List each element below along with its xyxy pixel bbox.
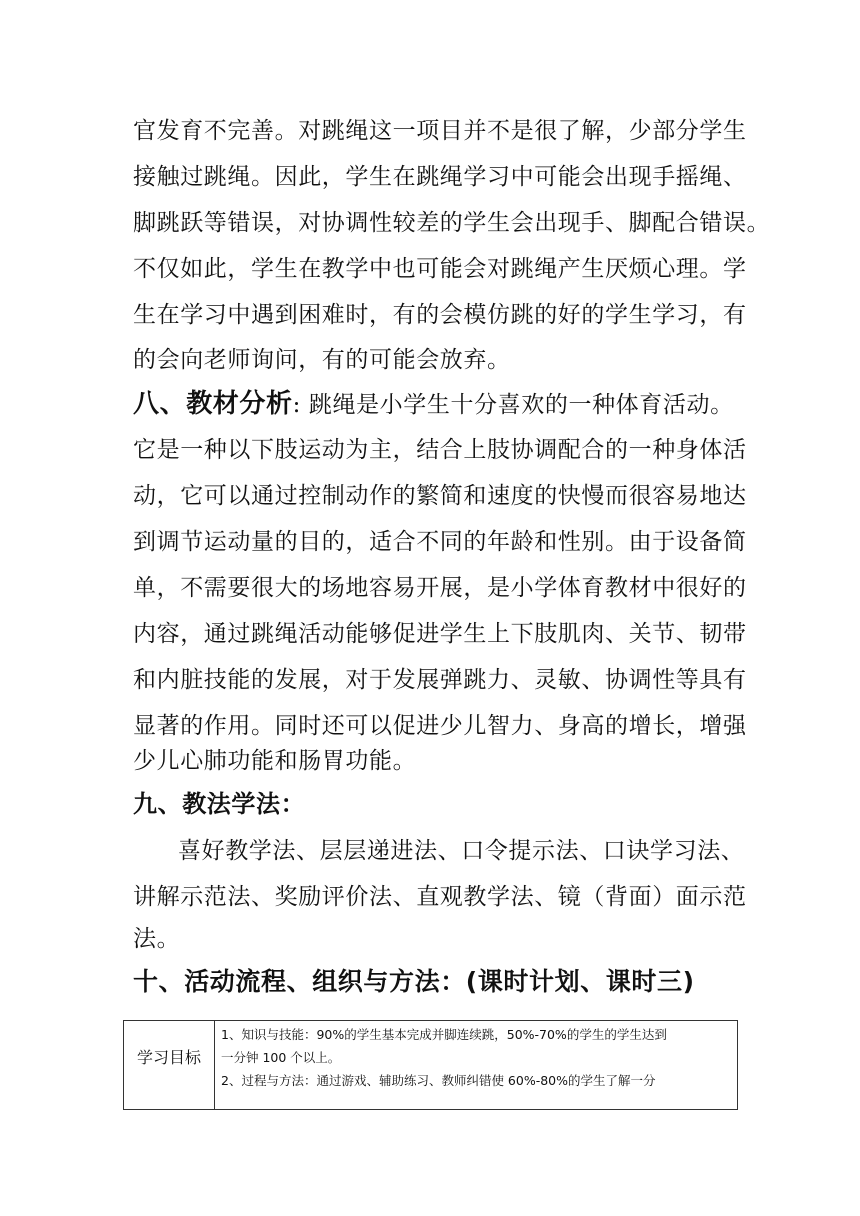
- learning-objectives-label-cell: [124, 1021, 215, 1110]
- text-line: 少儿心肺功能和肠胃功能。: [133, 748, 417, 774]
- text-line: 显著的作用。同时还可以促进少儿智力、身高的增长，增强: [133, 713, 747, 739]
- text-line: 法。: [133, 926, 181, 952]
- section-9-heading: 九、教法学法：: [133, 790, 306, 818]
- objective-line: 一分钟 100 个以上。: [221, 1050, 341, 1065]
- section-10-heading: 十、活动流程、组织与方法：(课时计划、课时三): [133, 967, 695, 996]
- objective-line: 1、知识与技能：90%的学生基本完成并脚连续跳，50%-70%的学生的学生达到: [221, 1027, 667, 1042]
- text-line: 和内脏技能的发展，对于发展弹跳力、灵敏、协调性等具有: [133, 667, 747, 693]
- text-line: 内容，通过跳绳活动能够促进学生上下肢肌肉、关节、韧带: [133, 621, 747, 647]
- table-row: [124, 1021, 738, 1110]
- text-line: 接触过跳绳。因此，学生在跳绳学习中可能会出现手摇绳、: [133, 164, 747, 190]
- text-line: 到调节运动量的目的，适合不同的年龄和性别。由于设备简: [133, 529, 747, 555]
- text-line: 讲解示范法、奖励评价法、直观教学法、镜（背面）面示范: [133, 884, 747, 910]
- text-line: 单，不需要很大的场地容易开展，是小学体育教材中很好的: [133, 575, 747, 601]
- text-line: 官发育不完善。对跳绳这一项目并不是很了解，少部分学生: [133, 118, 747, 144]
- text-line: 动，它可以通过控制动作的繁简和速度的快慢而很容易地达: [133, 483, 747, 509]
- text-line: 的会向老师询问，有的可能会放弃。: [133, 347, 511, 373]
- section-8-intro-text: : 跳绳是小学生十分喜欢的一种体育活动。: [292, 392, 734, 418]
- learning-objectives-label: 学习目标: [136, 1048, 201, 1067]
- section-8-first-line: [133, 389, 733, 420]
- text-line: 不仅如此，学生在教学中也可能会对跳绳产生厌烦心理。学: [133, 256, 747, 282]
- text-line: 脚跳跃等错误，对协调性较差的学生会出现手、脚配合错误。: [133, 210, 771, 236]
- learning-objectives-content: [215, 1021, 738, 1110]
- text-line: 喜好教学法、层层递进法、口令提示法、口诀学习法、: [178, 838, 745, 864]
- section-8-heading: 八、教材分析: [133, 389, 293, 419]
- lesson-plan-table: [123, 1020, 738, 1110]
- text-line: 它是一种以下肢运动为主，结合上肢协调配合的一种身体活: [133, 437, 747, 463]
- objective-line: 2、过程与方法：通过游戏、辅助练习、教师纠错使 60%-80%的学生了解一分: [221, 1073, 656, 1088]
- text-line: 生在学习中遇到困难时，有的会模仿跳的好的学生学习，有: [133, 302, 747, 328]
